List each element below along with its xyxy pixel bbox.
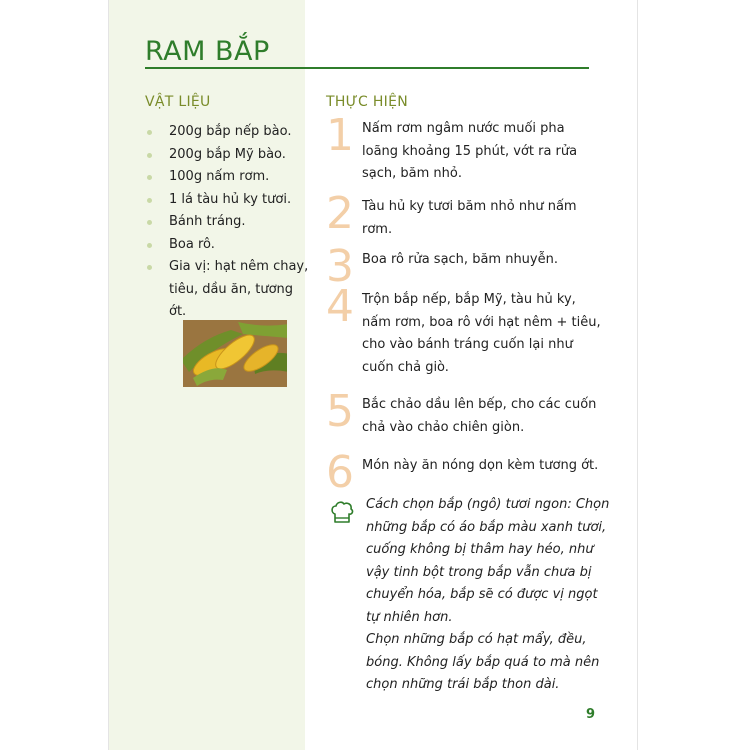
bullet-icon [147, 265, 152, 270]
bullet-icon [147, 220, 152, 225]
ingredient-item [145, 121, 310, 144]
ingredient-text: 100g nấm rơm. [169, 169, 270, 184]
page-edge-right [637, 0, 638, 750]
ingredients-heading: VẬT LIỆU [145, 94, 211, 110]
ingredient-text: 200g bắp nếp bào. [169, 124, 292, 139]
ingredient-item [145, 166, 310, 189]
step-text: Trộn bắp nếp, bắp Mỹ, tàu hủ ky, nấm rơm, boa rô với hạt nêm + tiêu, cho vào bánh tráng cuốn lại như cuốn chả giò. [362, 292, 601, 375]
ingredient-text: Gia vị: hạt nêm chay, tiêu, dầu ăn, tương ớt. [169, 259, 309, 319]
bullet-icon [147, 198, 152, 203]
step-number: 5 [326, 386, 354, 437]
page-number: 9 [586, 707, 596, 722]
ingredient-text: 1 lá tàu hủ ky tươi. [169, 191, 292, 207]
title-divider [145, 67, 589, 69]
ingredient-text: Bánh tráng. [169, 214, 246, 229]
step-text: Bắc chảo dầu lên bếp, cho các cuốn chả vào chảo chiên giòn. [362, 397, 597, 435]
bullet-icon [147, 130, 152, 135]
bullet-icon [147, 175, 152, 180]
chef-hat-icon [330, 500, 354, 530]
step-number: 1 [326, 110, 354, 161]
corn-photo [183, 320, 287, 387]
bullet-icon [147, 243, 152, 248]
bullet-icon [147, 153, 152, 158]
ingredient-item [145, 189, 310, 212]
ingredient-item [145, 234, 310, 257]
step-number: 6 [326, 447, 354, 498]
step-text: Món này ăn nóng dọn kèm tương ớt. [362, 458, 599, 473]
step-text: Nấm rơm ngâm nước muối pha loãng khoảng 15 phút, vớt ra rửa sạch, băm nhỏ. [362, 121, 578, 181]
step-number: 3 [326, 241, 354, 292]
tip-paragraph: Cách chọn bắp (ngô) tươi ngon: Chọn những bắp có áo bắp màu xanh tươi, cuống không bị thâm hay héo, như vậy tinh bột trong bắp vẫn chưa bị chuyển hóa, bắp sẽ có được vị ngọt tự nhiên hơn. [366, 497, 610, 625]
ingredients-list [145, 121, 310, 324]
ingredient-item [145, 256, 310, 324]
tip-paragraph: Chọn những bắp có hạt mẩy, đều, bóng. Không lấy bắp quá to mà nên chọn những trái bắp thon dài. [366, 632, 600, 692]
step-number: 2 [326, 188, 354, 239]
corn-illustration [183, 320, 287, 387]
recipe-title: RAM BẮP [145, 36, 270, 67]
page-edge-left [108, 0, 109, 750]
tip-text [366, 494, 610, 697]
step-text: Tàu hủ ky tươi băm nhỏ như nấm rơm. [362, 199, 577, 237]
ingredient-item [145, 144, 310, 167]
step-text: Boa rô rửa sạch, băm nhuyễn. [362, 252, 558, 267]
ingredient-item [145, 211, 310, 234]
ingredient-text: Boa rô. [169, 236, 215, 252]
steps-heading: THỰC HIỆN [326, 94, 408, 110]
step-number: 4 [326, 281, 354, 332]
ingredient-text: 200g bắp Mỹ bào. [169, 146, 286, 162]
